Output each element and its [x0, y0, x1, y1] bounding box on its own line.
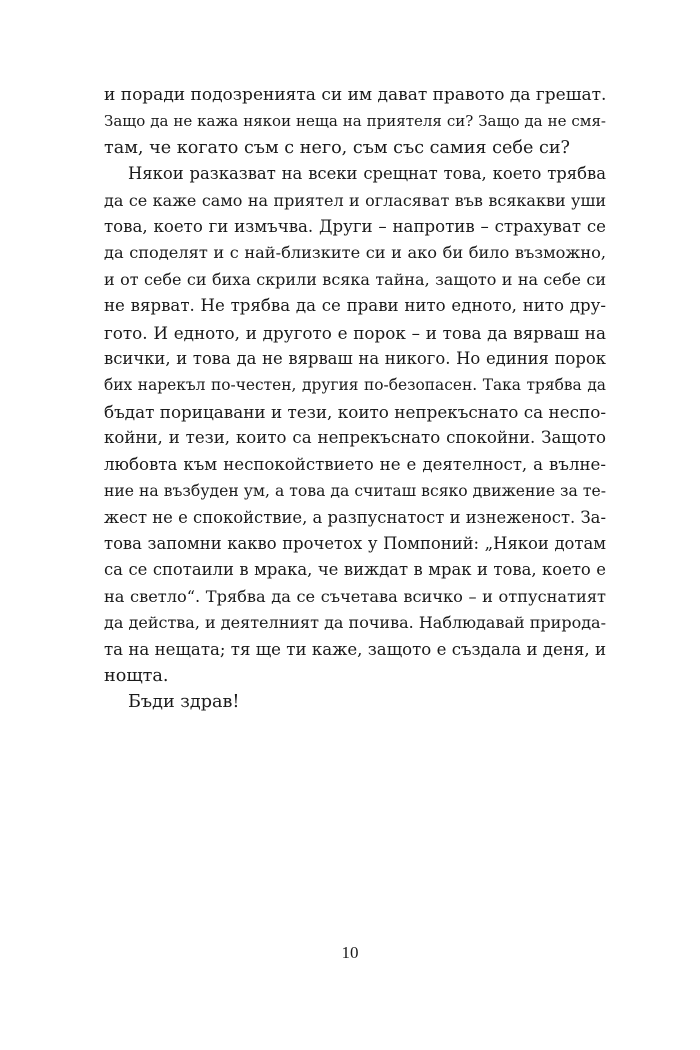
- body-text: [104, 82, 606, 716]
- text-line: та на нещата; тя ще ти каже, защото е създала и деня, и: [104, 639, 606, 659]
- paragraph: [104, 161, 606, 689]
- text-line: любовта към неспокойствието не е деятелност, а вълне-: [104, 454, 606, 474]
- text-line: това, което ги измъчва. Други – напротив – страхуват се: [104, 217, 606, 237]
- text-line: на светло“. Трябва да се съчетава всичко – и отпуснатият: [104, 586, 606, 606]
- text-line: и от себе си биха скрили всяка тайна, защото и на себе си: [104, 269, 606, 289]
- text-line: да споделят и с най-близките си и ако би било възможно,: [104, 243, 606, 263]
- text-line: бих нарекъл по-честен, другия по-безопасен. Така трябва да: [104, 376, 606, 395]
- text-line: Защо да не кажа някои неща на приятеля си? Защо да не смя-: [104, 112, 606, 131]
- text-line: и поради подозренията си им дават правото да грешат.: [104, 85, 607, 105]
- text-line: койни, и тези, които са непрекъснато спокойни. Защото: [104, 428, 606, 448]
- text-line: Някои разказват на всеки срещнат това, което трябва: [128, 164, 606, 184]
- text-line: не вярват. Не трябва да се прави нито едното, нито дру-: [104, 296, 606, 316]
- paragraph: [104, 82, 606, 161]
- text-line: да се каже само на приятел и огласяват във всякакви уши: [104, 190, 606, 210]
- text-line: това запомни какво прочетох у Помпоний: „Някои дотам: [104, 533, 606, 553]
- text-line: жест не е спокойствие, а разпуснатост и изнеженост. За-: [104, 507, 606, 527]
- text-line: да действа, и деятелният да почива. Наблюдавай природа-: [104, 613, 606, 633]
- text-line: нощта.: [104, 665, 169, 686]
- paragraph: [104, 689, 606, 715]
- text-line: Бъди здрав!: [128, 692, 240, 713]
- text-line: са се спотаили в мрака, че виждат в мрак и това, което е: [104, 560, 606, 580]
- text-line: ние на възбуден ум, а това да считаш всяко движение за те-: [104, 482, 606, 501]
- page-number: 10: [341, 943, 359, 962]
- text-line: бъдат порицавани и тези, които непрекъснато са неспо-: [104, 401, 606, 422]
- text-line: там, че когато съм с него, съм със самия себе си?: [104, 137, 570, 158]
- text-line: всички, и това да не вярваш на никого. Но единия порок: [104, 349, 606, 369]
- text-line: гото. И едното, и другото е порок – и това да вярваш на: [104, 322, 606, 343]
